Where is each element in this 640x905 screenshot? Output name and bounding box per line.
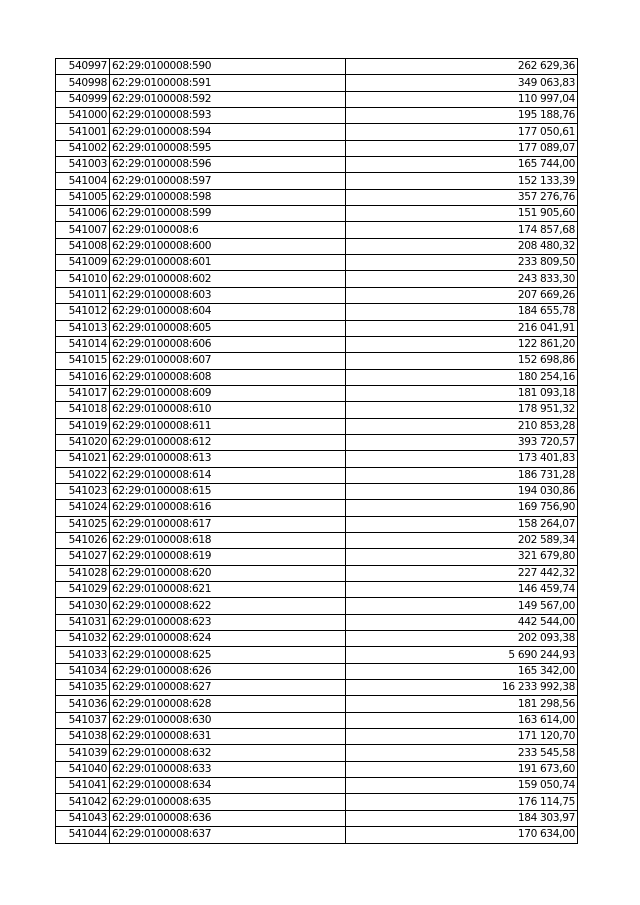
- table-row: [56, 582, 578, 598]
- row-id-cell: 540999: [56, 91, 110, 107]
- cadastral-value-cell: 321 679,80: [346, 549, 578, 565]
- table-row: [56, 712, 578, 728]
- cadastral-value-cell: 233 809,50: [346, 255, 578, 271]
- cadastral-value-cell: 163 614,00: [346, 712, 578, 728]
- cadastral-value-cell: 177 050,61: [346, 124, 578, 140]
- table-row: [56, 451, 578, 467]
- row-id-cell: 541016: [56, 369, 110, 385]
- row-id-cell: 541006: [56, 206, 110, 222]
- table-row: [56, 631, 578, 647]
- row-id-cell: 541019: [56, 418, 110, 434]
- cadastral-number-cell: 62:29:0100008:595: [110, 140, 346, 156]
- cadastral-number-cell: 62:29:0100008:637: [110, 827, 346, 843]
- cadastral-number-cell: 62:29:0100008:628: [110, 696, 346, 712]
- table-row: [56, 222, 578, 238]
- cadastral-number-cell: 62:29:0100008:635: [110, 794, 346, 810]
- cadastral-number-cell: 62:29:0100008:618: [110, 532, 346, 548]
- row-id-cell: 541021: [56, 451, 110, 467]
- table-row: [56, 206, 578, 222]
- cadastral-value-table: [55, 58, 578, 844]
- cadastral-value-cell: 146 459,74: [346, 582, 578, 598]
- cadastral-value-cell: 442 544,00: [346, 614, 578, 630]
- table-row: [56, 434, 578, 450]
- row-id-cell: 541029: [56, 582, 110, 598]
- row-id-cell: 541039: [56, 745, 110, 761]
- cadastral-number-cell: 62:29:0100008:590: [110, 59, 346, 75]
- table-row: [56, 778, 578, 794]
- cadastral-number-cell: 62:29:0100008:603: [110, 287, 346, 303]
- table-row: [56, 729, 578, 745]
- cadastral-number-cell: 62:29:0100008:612: [110, 434, 346, 450]
- row-id-cell: 541022: [56, 467, 110, 483]
- table-row: [56, 614, 578, 630]
- cadastral-value-cell: 180 254,16: [346, 369, 578, 385]
- row-id-cell: 541035: [56, 680, 110, 696]
- table-row: [56, 75, 578, 91]
- row-id-cell: 541044: [56, 827, 110, 843]
- row-id-cell: 541010: [56, 271, 110, 287]
- table-row: [56, 59, 578, 75]
- row-id-cell: 541036: [56, 696, 110, 712]
- cadastral-number-cell: 62:29:0100008:594: [110, 124, 346, 140]
- row-id-cell: 541004: [56, 173, 110, 189]
- row-id-cell: 541005: [56, 189, 110, 205]
- table-row: [56, 598, 578, 614]
- cadastral-value-cell: 174 857,68: [346, 222, 578, 238]
- cadastral-number-cell: 62:29:0100008:593: [110, 108, 346, 124]
- cadastral-number-cell: 62:29:0100008:622: [110, 598, 346, 614]
- table-row: [56, 402, 578, 418]
- table-row: [56, 467, 578, 483]
- row-id-cell: 541024: [56, 500, 110, 516]
- cadastral-value-cell: 194 030,86: [346, 483, 578, 499]
- cadastral-number-cell: 62:29:0100008:604: [110, 304, 346, 320]
- row-id-cell: 540998: [56, 75, 110, 91]
- cadastral-value-cell: 159 050,74: [346, 778, 578, 794]
- cadastral-value-cell: 186 731,28: [346, 467, 578, 483]
- cadastral-value-cell: 152 133,39: [346, 173, 578, 189]
- cadastral-value-cell: 149 567,00: [346, 598, 578, 614]
- row-id-cell: 541038: [56, 729, 110, 745]
- table-row: [56, 157, 578, 173]
- row-id-cell: 541023: [56, 483, 110, 499]
- table-row: [56, 124, 578, 140]
- cadastral-value-cell: 152 698,86: [346, 353, 578, 369]
- cadastral-number-cell: 62:29:0100008:613: [110, 451, 346, 467]
- cadastral-value-cell: 171 120,70: [346, 729, 578, 745]
- table-row: [56, 173, 578, 189]
- table-row: [56, 696, 578, 712]
- row-id-cell: 541028: [56, 565, 110, 581]
- cadastral-number-cell: 62:29:0100008:634: [110, 778, 346, 794]
- cadastral-value-cell: 16 233 992,38: [346, 680, 578, 696]
- cadastral-value-cell: 122 861,20: [346, 336, 578, 352]
- table-row: [56, 827, 578, 843]
- row-id-cell: 541009: [56, 255, 110, 271]
- table-body: [56, 59, 578, 844]
- table-row: [56, 385, 578, 401]
- cadastral-value-cell: 176 114,75: [346, 794, 578, 810]
- row-id-cell: 541012: [56, 304, 110, 320]
- table-row: [56, 189, 578, 205]
- cadastral-value-cell: 5 690 244,93: [346, 647, 578, 663]
- cadastral-value-cell: 165 744,00: [346, 157, 578, 173]
- cadastral-value-cell: 165 342,00: [346, 663, 578, 679]
- cadastral-value-cell: 349 063,83: [346, 75, 578, 91]
- row-id-cell: 541034: [56, 663, 110, 679]
- table-row: [56, 287, 578, 303]
- cadastral-number-cell: 62:29:0100008:592: [110, 91, 346, 107]
- row-id-cell: 541026: [56, 532, 110, 548]
- cadastral-number-cell: 62:29:0100008:6: [110, 222, 346, 238]
- cadastral-value-cell: 178 951,32: [346, 402, 578, 418]
- row-id-cell: 541025: [56, 516, 110, 532]
- table-row: [56, 745, 578, 761]
- cadastral-value-cell: 184 655,78: [346, 304, 578, 320]
- cadastral-number-cell: 62:29:0100008:606: [110, 336, 346, 352]
- cadastral-number-cell: 62:29:0100008:621: [110, 582, 346, 598]
- row-id-cell: 541020: [56, 434, 110, 450]
- cadastral-value-cell: 169 756,90: [346, 500, 578, 516]
- cadastral-number-cell: 62:29:0100008:620: [110, 565, 346, 581]
- cadastral-number-cell: 62:29:0100008:599: [110, 206, 346, 222]
- cadastral-number-cell: 62:29:0100008:611: [110, 418, 346, 434]
- cadastral-number-cell: 62:29:0100008:616: [110, 500, 346, 516]
- table-row: [56, 320, 578, 336]
- row-id-cell: 541032: [56, 631, 110, 647]
- row-id-cell: 541027: [56, 549, 110, 565]
- row-id-cell: 541040: [56, 761, 110, 777]
- cadastral-value-cell: 210 853,28: [346, 418, 578, 434]
- cadastral-value-cell: 262 629,36: [346, 59, 578, 75]
- row-id-cell: 541003: [56, 157, 110, 173]
- cadastral-value-cell: 227 442,32: [346, 565, 578, 581]
- cadastral-value-cell: 216 041,91: [346, 320, 578, 336]
- cadastral-number-cell: 62:29:0100008:630: [110, 712, 346, 728]
- row-id-cell: 541015: [56, 353, 110, 369]
- table-row: [56, 108, 578, 124]
- row-id-cell: 541001: [56, 124, 110, 140]
- cadastral-value-cell: 173 401,83: [346, 451, 578, 467]
- cadastral-number-cell: 62:29:0100008:619: [110, 549, 346, 565]
- cadastral-number-cell: 62:29:0100008:632: [110, 745, 346, 761]
- cadastral-value-cell: 177 089,07: [346, 140, 578, 156]
- cadastral-number-cell: 62:29:0100008:591: [110, 75, 346, 91]
- table-row: [56, 304, 578, 320]
- row-id-cell: 541011: [56, 287, 110, 303]
- row-id-cell: 541014: [56, 336, 110, 352]
- table-row: [56, 336, 578, 352]
- table-row: [56, 140, 578, 156]
- cadastral-number-cell: 62:29:0100008:607: [110, 353, 346, 369]
- row-id-cell: 541031: [56, 614, 110, 630]
- cadastral-number-cell: 62:29:0100008:596: [110, 157, 346, 173]
- cadastral-number-cell: 62:29:0100008:605: [110, 320, 346, 336]
- cadastral-value-cell: 202 589,34: [346, 532, 578, 548]
- cadastral-value-cell: 184 303,97: [346, 810, 578, 826]
- row-id-cell: 541042: [56, 794, 110, 810]
- table-row: [56, 418, 578, 434]
- table-row: [56, 369, 578, 385]
- table-row: [56, 500, 578, 516]
- cadastral-value-cell: 191 673,60: [346, 761, 578, 777]
- cadastral-value-cell: 207 669,26: [346, 287, 578, 303]
- table-row: [56, 516, 578, 532]
- cadastral-value-cell: 181 298,56: [346, 696, 578, 712]
- cadastral-value-cell: 393 720,57: [346, 434, 578, 450]
- table-row: [56, 353, 578, 369]
- row-id-cell: 541041: [56, 778, 110, 794]
- cadastral-number-cell: 62:29:0100008:615: [110, 483, 346, 499]
- cadastral-number-cell: 62:29:0100008:601: [110, 255, 346, 271]
- cadastral-value-cell: 208 480,32: [346, 238, 578, 254]
- table-row: [56, 810, 578, 826]
- cadastral-value-cell: 202 093,38: [346, 631, 578, 647]
- table-row: [56, 794, 578, 810]
- row-id-cell: 541013: [56, 320, 110, 336]
- cadastral-number-cell: 62:29:0100008:614: [110, 467, 346, 483]
- row-id-cell: 541030: [56, 598, 110, 614]
- row-id-cell: 541033: [56, 647, 110, 663]
- cadastral-number-cell: 62:29:0100008:627: [110, 680, 346, 696]
- cadastral-value-cell: 357 276,76: [346, 189, 578, 205]
- table-row: [56, 549, 578, 565]
- cadastral-number-cell: 62:29:0100008:636: [110, 810, 346, 826]
- cadastral-number-cell: 62:29:0100008:625: [110, 647, 346, 663]
- table-row: [56, 91, 578, 107]
- cadastral-value-cell: 110 997,04: [346, 91, 578, 107]
- row-id-cell: 541043: [56, 810, 110, 826]
- cadastral-value-cell: 151 905,60: [346, 206, 578, 222]
- table-row: [56, 255, 578, 271]
- cadastral-value-cell: 158 264,07: [346, 516, 578, 532]
- cadastral-number-cell: 62:29:0100008:608: [110, 369, 346, 385]
- row-id-cell: 541017: [56, 385, 110, 401]
- table-row: [56, 483, 578, 499]
- row-id-cell: 541000: [56, 108, 110, 124]
- cadastral-value-cell: 170 634,00: [346, 827, 578, 843]
- table-row: [56, 532, 578, 548]
- cadastral-number-cell: 62:29:0100008:623: [110, 614, 346, 630]
- table-row: [56, 663, 578, 679]
- row-id-cell: 540997: [56, 59, 110, 75]
- cadastral-value-cell: 243 833,30: [346, 271, 578, 287]
- cadastral-number-cell: 62:29:0100008:600: [110, 238, 346, 254]
- table-row: [56, 565, 578, 581]
- row-id-cell: 541002: [56, 140, 110, 156]
- cadastral-number-cell: 62:29:0100008:598: [110, 189, 346, 205]
- cadastral-number-cell: 62:29:0100008:597: [110, 173, 346, 189]
- cadastral-number-cell: 62:29:0100008:609: [110, 385, 346, 401]
- table-row: [56, 647, 578, 663]
- cadastral-number-cell: 62:29:0100008:610: [110, 402, 346, 418]
- cadastral-value-cell: 233 545,58: [346, 745, 578, 761]
- row-id-cell: 541008: [56, 238, 110, 254]
- row-id-cell: 541037: [56, 712, 110, 728]
- table-row: [56, 271, 578, 287]
- row-id-cell: 541007: [56, 222, 110, 238]
- cadastral-value-cell: 181 093,18: [346, 385, 578, 401]
- row-id-cell: 541018: [56, 402, 110, 418]
- cadastral-number-cell: 62:29:0100008:626: [110, 663, 346, 679]
- table-row: [56, 238, 578, 254]
- cadastral-value-cell: 195 188,76: [346, 108, 578, 124]
- cadastral-number-cell: 62:29:0100008:617: [110, 516, 346, 532]
- cadastral-number-cell: 62:29:0100008:602: [110, 271, 346, 287]
- cadastral-number-cell: 62:29:0100008:631: [110, 729, 346, 745]
- table-row: [56, 680, 578, 696]
- cadastral-number-cell: 62:29:0100008:633: [110, 761, 346, 777]
- cadastral-number-cell: 62:29:0100008:624: [110, 631, 346, 647]
- table-row: [56, 761, 578, 777]
